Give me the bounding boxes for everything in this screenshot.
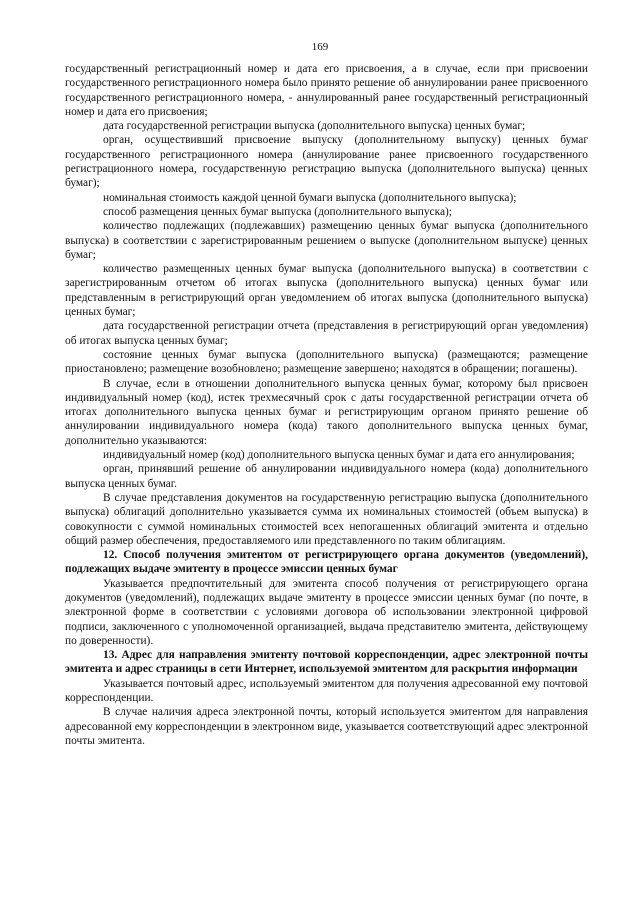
section-heading: 12. Способ получения эмитентом от регистрирующего органа документов (уведомлений), подлежащих выдаче эмитенту в процессе эмиссии ценных бумаг	[65, 549, 588, 576]
paragraph: орган, принявший решение об аннулировании индивидуального номера (кода) дополнительного выпуска ценных бумаг.	[65, 463, 588, 490]
paragraph: количество размещенных ценных бумаг выпуска (дополнительного выпуска) в соответствии с зарегистрированным отчетом об итогах выпуска (дополнительного выпуска) ценных бумаг или представленным в регистрирующий орган уведомлением об итогах выпуска (дополнительного выпуска) ценных бумаг;	[65, 263, 588, 319]
paragraph: Указывается предпочтительный для эмитента способ получения от регистрирующего органа документов (уведомлений), подлежащих выдаче эмитенту в процессе эмиссии ценных бумаг (по почте, в электронной форме в соответствии с условиями договора об использовании электронной цифровой подписи, заключенного с уполномоченной организацией, выдача представителю эмитента, действующему по доверенности).	[65, 577, 588, 647]
paragraph: дата государственной регистрации выпуска (дополнительного выпуска) ценных бумаг;	[103, 120, 526, 133]
paragraph: В случае представления документов на государственную регистрацию выпуска (дополнительного выпуска) облигаций дополнительно указывается сумма их номинальных стоимостей (объем выпуска) в совокупности с суммой номинальных стоимостей всех непогашенных облигаций эмитента и отдельно общий размер обеспечения, предоставляемого или представленного по таким облигациям.	[65, 491, 588, 547]
paragraph: способ размещения ценных бумаг выпуска (дополнительного выпуска);	[103, 205, 452, 218]
paragraph: номинальная стоимость каждой ценной бумаги выпуска (дополнительного выпуска);	[103, 191, 517, 204]
paragraph: индивидуальный номер (код) дополнительного выпуска ценных бумаг и дата его аннулирования;	[103, 449, 575, 462]
paragraph: государственный регистрационный номер и дата его присвоения, а в случае, если при присвоении государственного регистрационного номера было принято решение об аннулировании ранее присвоенного государственного регистрационного номера, - аннулированный ранее государственный регистрационный номер и дата его присвоения;	[65, 63, 588, 118]
section-heading: 13. Адрес для направления эмитенту почтовой корреспонденции, адрес электронной почты эмитента и адрес страницы в сети Интернет, используемой эмитентом для раскрытия информации	[65, 649, 588, 676]
page-number: 169	[311, 41, 329, 53]
paragraph: количество подлежащих (подлежавших) размещению ценных бумаг выпуска (дополнительного выпуска) в соответствии с зарегистрированным решением о выпуске (дополнительном выпуске) ценных бумаг;	[65, 220, 588, 261]
paragraph: орган, осуществивший присвоение выпуску (дополнительному выпуску) ценных бумаг государственного регистрационного номера (аннулирование ранее присвоенного государственного регистрационного номера, государственную регистрацию выпуска (дополнительного выпуска) ценных бумаг);	[65, 134, 588, 190]
paragraph: состояние ценных бумаг выпуска (дополнительного выпуска) (размещаются; размещение приостановлено; размещение возобновлено; размещение завершено; находятся в обращении; погашены).	[65, 348, 588, 376]
paragraph: дата государственной регистрации отчета (представления в регистрирующий орган уведомления) об итогах выпуска ценных бумаг;	[65, 320, 588, 347]
document-body	[65, 62, 588, 748]
paragraph: Указывается почтовый адрес, используемый эмитентом для получения адресованной ему почтовой корреспонденции.	[65, 677, 588, 705]
paragraph: В случае наличия адреса электронной почты, который используется эмитентом для направления адресованной ему корреспонденции в электронном виде, указывается соответствующий адрес электронной почты эмитента.	[65, 706, 588, 747]
paragraph: В случае, если в отношении дополнительного выпуска ценных бумаг, которому был присвоен индивидуальный номер (код), истек трехмесячный срок с даты государственной регистрации отчета об итогах дополнительного выпуска ценных бумаг и регистрирующим органом принято решение об аннулировании индивидуального номера (кода) такого дополнительного выпуска ценных бумаг, дополнительно указываются:	[65, 377, 588, 447]
